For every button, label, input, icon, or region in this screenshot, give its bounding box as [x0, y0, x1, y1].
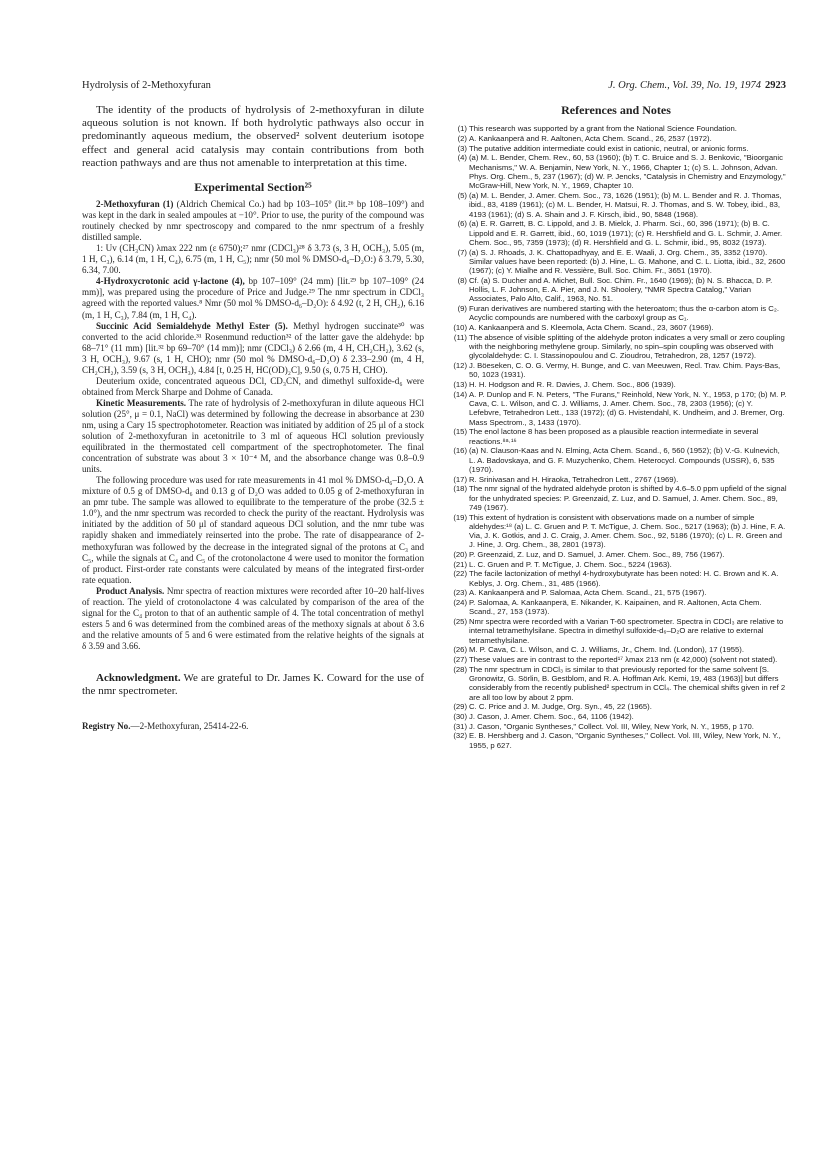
reference-number: (3): [457, 143, 467, 153]
run-in-heading: Kinetic Measurements.: [96, 397, 187, 408]
reference-number: (6): [457, 219, 467, 229]
left-column: [82, 104, 424, 732]
reference-item: [445, 665, 787, 702]
reference-text: (a) M. L. Bender, Chem. Rev., 60, 53 (1960); (b) T. C. Bruice and S. J. Benkovic, "Bioorganic Mechanisms," W. A. Benjamin, New York, N. Y., 1966, Chapter 1; (c) S. L. Johnson, Advan. Phys. Org. Chem., 5, 237 (1967); (d) W. P. Jencks, "Catalysis in Chemistry and Enzymology," McGraw-Hill, New York, N. Y., 1969, Chapter 10.: [469, 153, 786, 191]
reference-number: (11): [453, 332, 467, 342]
references-column: [445, 103, 787, 750]
reference-text: J. Cason, "Organic Syntheses," Collect. Vol. III, Wiley, New York, N. Y., 1955, p 170.: [469, 721, 754, 731]
reference-item: [445, 722, 787, 731]
reference-number: (27): [453, 655, 467, 665]
reference-item: [445, 323, 787, 332]
reference-text: A. Kankaanperä and P. Salomaa, Acta Chem. Scand., 21, 575 (1967).: [469, 588, 707, 598]
reference-text: R. Srinivasan and H. Hiraoka, Tetrahedron Lett., 2767 (1969).: [469, 474, 679, 484]
reference-item: [445, 598, 787, 617]
reference-number: (17): [453, 474, 467, 484]
reference-number: (26): [453, 645, 467, 655]
reference-text: (a) S. J. Rhoads, J. K. Chattopadhyay, and E. E. Waali, J. Org. Chem., 35, 3352 (1970). Similar values have been reported: (b) J. Hine, L. G. Mahone, and C. L. Liotta, ibid., 32, 2600 (1967); (c) Y. Mialhe and R. Vessière, Bull. Soc. Chim. Fr., 3651 (1970).: [469, 247, 786, 276]
reference-text: Nmr spectra were recorded with a Varian T-60 spectrometer. Spectra in CDCl₃ are relative to internal tetramethylsilane. Spectra in dimethyl sulfoxide-d₆–D₂O are relative to external tetramethylsilane.: [469, 617, 784, 645]
reference-number: (32): [453, 731, 467, 741]
reference-text: A. Kankaanperä and R. Aaltonen, Acta Chem. Scand., 26, 2537 (1972).: [469, 133, 712, 143]
reference-number: (28): [453, 664, 467, 674]
acknowledgment: Acknowledgment. We are grateful to Dr. James K. Coward for the use of the nmr spectrometer.: [82, 671, 424, 698]
reference-number: (29): [453, 702, 467, 712]
reference-item: [445, 560, 787, 569]
reference-text: A. P. Dunlop and F. N. Peters, "The Furans," Reinhold, New York, N. Y., 1953, p 170; (b) M. P. Cava, C. L. Wilson, and C. J. Williams, J. Amer. Chem. Soc., 78, 2303 (1956); (c) Y. Lefebvre, Tetrahedron Lett., 133 (1972); (d) G. Hvistendahl, K. Undheim, and J. Bremer, Org. Mass Spectrom., 3, 1433 (1970).: [469, 389, 787, 427]
reference-item: [445, 617, 787, 645]
reference-item: [445, 219, 787, 247]
reference-number: (21): [453, 559, 467, 569]
reference-item: [445, 304, 787, 323]
reference-text: Cf. (a) S. Ducher and A. Michet, Bull. Soc. Chim. Fr., 1640 (1969); (b) N. S. Bhacca, D. P. Hollis, L. F. Johnson, E. A. Pier, and J. N. Shoolery, "NMR Spectra Catalog," Varian Associates, Palo Alto, Calif., 1963, No. 51.: [469, 275, 773, 304]
reference-item: [445, 380, 787, 389]
paragraph-product-analysis: Product Analysis. Nmr spectra of reaction mixtures were recorded after 10–20 half-lives of reaction. The yield of crotonolactone 4 was calculated by comparison of the area of the signal for the C₄ proton to that of an authentic sample of 4. The total concentration of methyl esters 5 and 6 was determined from the combined areas of the methoxy signals at about δ 3.6 and the relative amounts of 5 and 6 were estimated from the relative heights of the signals at δ 3.59 and 3.66.: [82, 585, 424, 651]
run-in-heading: Acknowledgment.: [96, 671, 181, 684]
reference-number: (20): [453, 550, 467, 560]
reference-text: P. Greenzaid, Z. Luz, and D. Samuel, J. Amer. Chem. Soc., 89, 756 (1967).: [469, 550, 725, 560]
reference-text: Furan derivatives are numbered starting with the heteroatom; thus the α-carbon atom is C₂. Acyclic compounds are numbered with the carboxyl group as C₁.: [469, 304, 779, 323]
reference-item: [445, 361, 787, 380]
reference-number: (18): [453, 484, 467, 494]
reference-text: C. C. Price and J. M. Judge, Org. Syn., 45, 22 (1965).: [469, 702, 652, 712]
reference-number: (22): [453, 569, 467, 579]
reference-number: (10): [453, 323, 467, 333]
paragraph-reagents: Deuterium oxide, concentrated aqueous DCl, CD₃CN, and dimethyl sulfoxide-d₆ were obtained from Merck Sharpe and Dohme of Canada.: [82, 375, 424, 397]
reference-item: [445, 550, 787, 559]
reference-number: (12): [453, 361, 467, 371]
reference-item: [445, 134, 787, 143]
reference-item: [445, 655, 787, 664]
reference-number: (5): [457, 190, 467, 200]
page-number: 2923: [765, 80, 786, 91]
reference-number: (4): [457, 153, 467, 163]
reference-item: [445, 731, 787, 750]
reference-text: J. Böeseken, C. O. G. Vermy, H. Bunge, and C. van Meeuwen, Recl. Trav. Chim. Pays-Bas, 50, 1023 (1931).: [469, 361, 781, 380]
reference-item: [445, 427, 787, 446]
reference-item: [445, 513, 787, 550]
reference-number: (2): [457, 133, 467, 143]
paragraph-lactone: 4-Hydroxycrotonic acid γ-lactone (4), bp 107–109° (24 mm) [lit.²⁹ bp 107–109° (24 mm)], was prepared using the procedure of Price and Judge.²⁹ The nmr spectrum in CDCl₃ agreed with the reported values.⁸ Nmr (50 mol % DMSO-d₆–D₂O): δ 4.92 (t, 2 H, CH₂), 6.16 (m, 1 H, C₃), 7.84 (m, 1 H, C₄).: [82, 276, 424, 320]
intro-paragraph: The identity of the products of hydrolysis of 2-methoxyfuran in dilute aqueous solution is not known. If both hydrolytic pathways also occur in predominantly aqueous medium, the observed² solvent deuterium isotope effect and general acid catalysis may contain contributions from both reaction pathways and are thus not amenable to interpretation at this time.: [82, 104, 424, 169]
reference-item: [445, 588, 787, 597]
reference-text: This extent of hydration is consistent with observations made on a number of simple aldehydes:¹⁸ (a) L. C. Gruen and P. T. McTigue, J. Chem. Soc., 5217 (1963); (b) J. Hine, F. A. Via, J. K. Gotkis, and J. C. Craig, J. Amer. Chem. Soc., 92, 5186 (1970); (c) L. R. Green and J. Hine, J. Org. Chem., 38, 2801 (1973).: [469, 512, 786, 550]
reference-number: (7): [457, 247, 467, 257]
run-in-heading: Succinic Acid Semialdehyde Methyl Ester (5).: [96, 320, 288, 331]
reference-number: (24): [453, 598, 467, 608]
reference-item: [445, 484, 787, 512]
reference-number: (9): [457, 304, 467, 314]
reference-text: The enol lactone 8 has been proposed as a plausible reaction intermediate in several reactions.⁸ᵃ·¹⁶: [469, 427, 759, 446]
registry-number: Registry No.—2-Methoxyfuran, 25414-22-6.: [82, 720, 249, 731]
reference-number: (16): [453, 446, 467, 456]
reference-number: (8): [457, 275, 467, 285]
reference-text: A. Kankaanperä and S. Kleemola, Acta Chem. Scand., 23, 3607 (1969).: [469, 323, 714, 333]
reference-number: (14): [453, 389, 467, 399]
paragraph-spectra-1: 1: Uv (CH₃CN) λmax 222 nm (ε 6750);²⁷ nmr (CDCl₃)²⁸ δ 3.73 (s, 3 H, OCH₃), 5.05 (m, 1 H, C₃), 6.14 (m, 1 H, C₄), 6.75 (m, 1 H, C₅); nmr (50 mol % DMSO-d₆–D₂O:) δ 3.79, 5.30, 6.34, 7.00.: [82, 243, 424, 276]
reference-list: [445, 124, 787, 750]
reference-number: (13): [453, 380, 467, 389]
reference-text: H. H. Hodgson and R. R. Davies, J. Chem. Soc., 806 (1939).: [469, 380, 676, 389]
journal-citation: [608, 80, 786, 91]
reference-text: (a) M. L. Bender, J. Amer. Chem. Soc., 73, 1626 (1951); (b) M. L. Bender and R. J. Thomas, ibid., 83, 4189 (1961); (c) M. L. Bender, H. Matsui, R. J. Thomas, and S. W. Tobey, ibid., 83, 4193 (1961); (d) S. A. Shain and J. F. Kirsch, ibid., 90, 5848 (1968).: [469, 190, 782, 219]
reference-text: The facile lactonization of methyl 4-hydroxybutyrate has been noted: H. C. Brown and K. A. Keblys, J. Org. Chem., 31, 485 (1966).: [469, 569, 779, 588]
reference-text: The absence of visible splitting of the aldehyde proton indicates a very small or zero coupling with the neighboring methylene group. Similarly, no spin–spin coupling was observed with glycolaldehyde: C. I. Stassinopoulou and C. Zioudrou, Tetrahedron, 28, 1257 (1972).: [469, 332, 785, 361]
reference-number: (31): [453, 721, 467, 731]
paragraph-semialdehyde: Succinic Acid Semialdehyde Methyl Ester (5). Methyl hydrogen succinate³⁰ was converted to the acid chloride.³¹ Rosenmund reduction³² of the latter gave the aldehyde: bp 68–71° (11 mm) [lit.³² bp 69–70° (14 mm)]; nmr (CDCl₃) δ 2.66 (m, 4 H, CH₂CH₂), 3.62 (s, 3 H, OCH₃), 9.67 (s, 1 H, CHO); nmr (50 mol % DMSO-d₆–D₂O) δ 2.33–2.90 (m, 4 H, CH₂CH₂), 3.59 (s, 3 H, OCH₃), 4.84 [t, 0.25 H, HC(OD)₂C], 9.50 (s, 0.75 H, CHO).: [82, 320, 424, 375]
reference-number: (25): [453, 617, 467, 627]
run-in-heading: Registry No.: [82, 720, 131, 731]
reference-item: [445, 276, 787, 304]
reference-item: [445, 333, 787, 361]
reference-text: (a) E. R. Garrett, B. C. Lippold, and J. B. Mielck, J. Pharm. Sci., 60, 396 (1971); (b) B. C. Lippold and E. R. Garrett, ibid., 60, 1019 (1971); (c) R. Hershfield and G. L. Schmir, J. Amer. Chem. Soc., 95, 7359 (1973); (d) R. Hershfield and G. L. Schmir, ibid., 95, 8032 (1973).: [469, 219, 783, 247]
reference-item: [445, 144, 787, 153]
reference-item: [445, 475, 787, 484]
reference-number: (30): [453, 712, 467, 722]
reference-text: M. P. Cava, C. L. Wilson, and C. J. Williams, Jr., Chem. Ind. (London), 17 (1955).: [469, 645, 745, 655]
paragraph-methoxyfuran: 2-Methoxyfuran (1) (Aldrich Chemical Co.) had bp 103–105° (lit.²⁶ bp 108–109°) and was kept in the dark in sealed ampoules at −10°. Prior to use, the purity of the compound was routinely checked by nmr spectroscopy and compared to the nmr spectrum of a freshly distilled sample.: [82, 199, 424, 243]
reference-text: (a) N. Clauson-Kaas and N. Elming, Acta Chem. Scand., 6, 560 (1952); (b) V.-G. Kulnevich, L. A. Badovskaya, and G. F. Muzychenko, Chem. Heterocycl. Compounds (USSR), 6, 535 (1970).: [469, 446, 780, 474]
reference-text: L. C. Gruen and P. T. McTigue, J. Chem. Soc., 5224 (1963).: [469, 559, 672, 569]
references-heading: References and Notes: [561, 103, 671, 117]
run-in-heading: 2-Methoxyfuran (1): [96, 199, 174, 210]
reference-item: [445, 712, 787, 721]
reference-number: (1): [457, 124, 467, 134]
reference-text: E. B. Hershberg and J. Cason, "Organic Syntheses," Collect. Vol. III, Wiley, New York, N. Y., 1955, p 627.: [469, 731, 781, 750]
reference-item: [445, 191, 787, 219]
reference-text: The putative addition intermediate could exist in cationic, neutral, or anionic forms.: [469, 143, 749, 153]
reference-item: [445, 153, 787, 190]
reference-text: J. Cason, J. Amer. Chem. Soc., 64, 1106 (1942).: [469, 712, 634, 722]
journal-name: J. Org. Chem., Vol. 39, No. 19, 1974: [608, 80, 761, 91]
reference-item: [445, 645, 787, 654]
reference-item: [445, 248, 787, 276]
experimental-heading: Experimental Section²⁵: [194, 180, 312, 195]
reference-item: [445, 446, 787, 474]
reference-item: [445, 569, 787, 588]
reference-number: (19): [453, 512, 467, 522]
run-in-heading: Product Analysis.: [96, 585, 165, 596]
reference-item: [445, 124, 787, 133]
reference-item: [445, 702, 787, 711]
running-header: Hydrolysis of 2-Methoxyfuran: [82, 80, 211, 91]
reference-number: (15): [453, 427, 467, 437]
reference-text: These values are in contrast to the reported¹⁷ λmax 213 nm (ε 42,000) (solvent not stated).: [469, 655, 778, 665]
reference-text: P. Salomaa, A. Kankaanperä, E. Nikander, K. Kaipainen, and R. Aaltonen, Acta Chem. Scand., 27, 153 (1973).: [469, 598, 762, 617]
run-in-heading: 4-Hydroxycrotonic acid γ-lactone (4),: [96, 276, 245, 287]
reference-text: This research was supported by a grant from the National Science Foundation.: [469, 124, 737, 134]
reference-text: The nmr spectrum in CDCl₃ is similar to that previously reported for the same solvent [S. Gronowitz, G. Sörlin, B. Gestblom, and R. A. Hoffman Ark. Kemi, 19, 483 (1963)] but differs considerably from the recently published² spectrum in CCl₄. The chemical shifts given in ref 2 are all too low by about 2 ppm.: [469, 664, 786, 702]
paragraph-kinetics: Kinetic Measurements. The rate of hydrolysis of 2-methoxyfuran in dilute aqueous HCl solution (25°, μ = 0.1, NaCl) was determined by following the decrease in absorbance at 230 nm, using a Cary 15 spectrophotometer. Reaction was initiated by addition of 25 μl of a stock solution of 2-methoxyfuran in acetonitrile to 3 ml of aqueous HCl solution previously equilibrated in the thermostated cell compartment of the spectrophotometer. The final concentration of substrate was about 3 × 10⁻⁴ M, and the absorbance change was 0.8–0.9 units.: [82, 397, 424, 475]
reference-text: The nmr signal of the hydrated aldehyde proton is shifted by 4.6–5.0 ppm upfield of the signal for the unhydrated species: P. Greenzaid, Z. Luz, and D. Samuel, J. Amer. Chem. Soc., 89, 749 (1967).: [469, 484, 787, 512]
reference-item: [445, 390, 787, 427]
reference-number: (23): [453, 588, 467, 598]
paragraph-procedure: The following procedure was used for rate measurements in 41 mol % DMSO-d₆–D₂O. A mixture of 0.5 g of DMSO-d₆ and 0.13 g of D₂O was added to 0.05 g of 2-methoxyfuran in an pmr tube. The sample was allowed to equilibrate to the temperature of the probe (32.5 ± 1.0°), and the nmr spectrum was recorded to check the purity of the reactant. Hydrolysis was initiated by the addition of 50 μl of standard aqueous DCl solution, and the nmr tube was rapidly shaken and immediately reinserted into the probe. The rate of disappearance of 2-methoxyfuran was followed by the decrease in the integrated signal of the protons at C₃ and C₅, while the signals at C₄ and C₅ of the crotonolactone 4 were used to monitor the formation of product. First-order rate constants were calculated by means of the integrated first-order rate equation.: [82, 475, 424, 585]
